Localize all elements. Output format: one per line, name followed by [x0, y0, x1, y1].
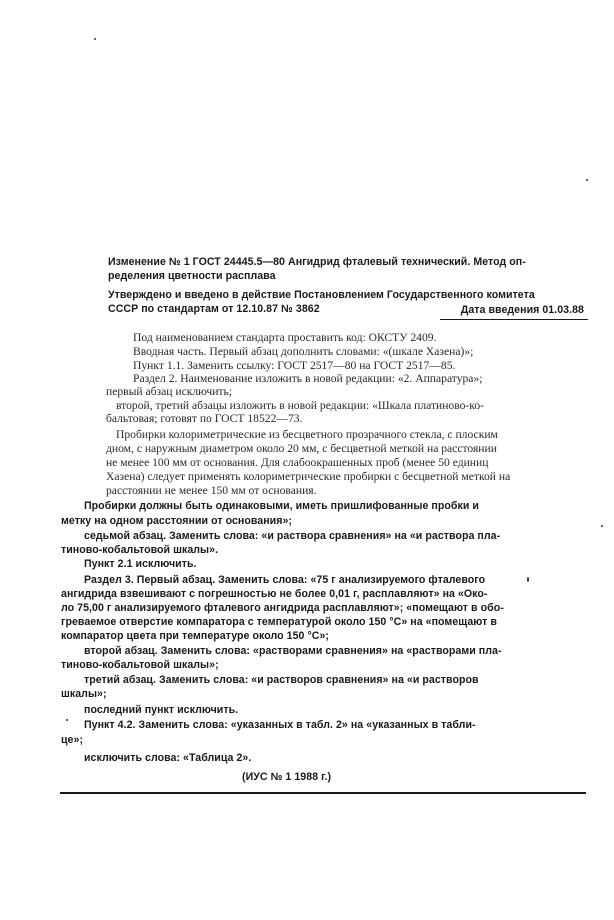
bold-line: це»; [61, 734, 84, 746]
document-title-line-2: ределения цветности расплава [108, 270, 276, 282]
bold-line: последний пункт исключить. [84, 704, 239, 716]
bold-line: Пункт 2.1 исключить. [84, 558, 197, 570]
issue-reference: (ИУС № 1 1988 г.) [242, 771, 332, 783]
bold-line: Пробирки должны быть одинаковыми, иметь пришлифованные пробки и [84, 500, 479, 512]
bold-line: компаратор цвета при температуре около 150 °С»; [61, 630, 329, 642]
bold-line: Пункт 4.2. Заменить слова: «указанных в табл. 2» на «указанных в табли- [84, 719, 476, 731]
serif-line: Пробирки колориметрические из бесцветного прозрачного стекла, с плоским [116, 428, 498, 441]
serif-line: второй, третий абзацы изложить в новой редакции: «Шкала платиново-ко- [116, 399, 484, 412]
scan-speck [527, 577, 529, 582]
bold-line: ангидрида взвешивают с погрешностью не более 0,01 г, расплавляют» на «Око- [61, 588, 488, 600]
serif-line: Хазена) следует применять колориметрические пробирки с бесцветной меткой на [106, 470, 511, 483]
effective-date-underline [440, 319, 588, 320]
bold-line: второй абзац. Заменить слова: «растворами сравнения» на «растворами пла- [84, 645, 502, 657]
bold-line: третий абзац. Заменить слова: «и растворов сравнения» на «и растворов [84, 674, 479, 686]
approval-line-2: СССР по стандартам от 12.10.87 № 3862 [108, 303, 320, 315]
serif-line: Пункт 1.1. Заменить ссылку: ГОСТ 2517—80 на ГОСТ 2517—85. [133, 359, 456, 372]
serif-line: расстоянии не менее 150 мм от основания. [106, 484, 317, 497]
bold-line: тиново-кобальтовой шкалы»; [61, 659, 219, 671]
scan-speck [94, 38, 96, 40]
bold-line: ло 75,00 г анализируемого фталевого ангидрида расплавляют»; «помещают в обо- [61, 602, 504, 614]
bottom-rule [60, 792, 586, 794]
serif-line: Под наименованием стандарта проставить код: ОКСТУ 2409. [133, 331, 437, 344]
approval-line-1: Утверждено и введено в действие Постановлением Государственного комитета [108, 289, 535, 301]
bold-line: седьмой абзац. Заменить слова: «и раствора сравнения» на «и раствора пла- [84, 530, 501, 542]
bold-line: шкалы»; [61, 688, 107, 700]
bold-line: тиново-кобальтовой шкалы». [61, 544, 219, 556]
scan-speck [66, 719, 68, 721]
bold-line: греваемое отверстие компаратора с температурой около 150 °С» на «помещают в [61, 616, 497, 628]
serif-line: бальтовая; готовят по ГОСТ 18522—73. [106, 412, 303, 425]
serif-line: Вводная часть. Первый абзац дополнить словами: «(шкале Хазена)»; [133, 345, 474, 358]
serif-line: первый абзац исключить; [106, 385, 232, 398]
bold-line: исключить слова: «Таблица 2». [84, 752, 252, 764]
serif-line: дном, с наружным диаметром около 20 мм, с бесцветной меткой на расстоянии [106, 442, 497, 455]
serif-line: не менее 100 мм от основания. Для слабоокрашенных проб (менее 50 единиц [106, 456, 489, 469]
bold-line: метку на одном расстоянии от основания»; [61, 515, 292, 527]
serif-line: Раздел 2. Наименование изложить в новой редакции: «2. Аппаратура»; [133, 372, 483, 385]
document-title-line-1: Изменение № 1 ГОСТ 24445.5—80 Ангидрид фталевый технический. Метод оп- [108, 256, 526, 268]
effective-date: Дата введения 01.03.88 [460, 304, 584, 316]
scan-speck [586, 179, 588, 181]
bold-line: Раздел 3. Первый абзац. Заменить слова: «75 г анализируемого фталевого [84, 574, 486, 586]
scan-speck [601, 525, 603, 527]
